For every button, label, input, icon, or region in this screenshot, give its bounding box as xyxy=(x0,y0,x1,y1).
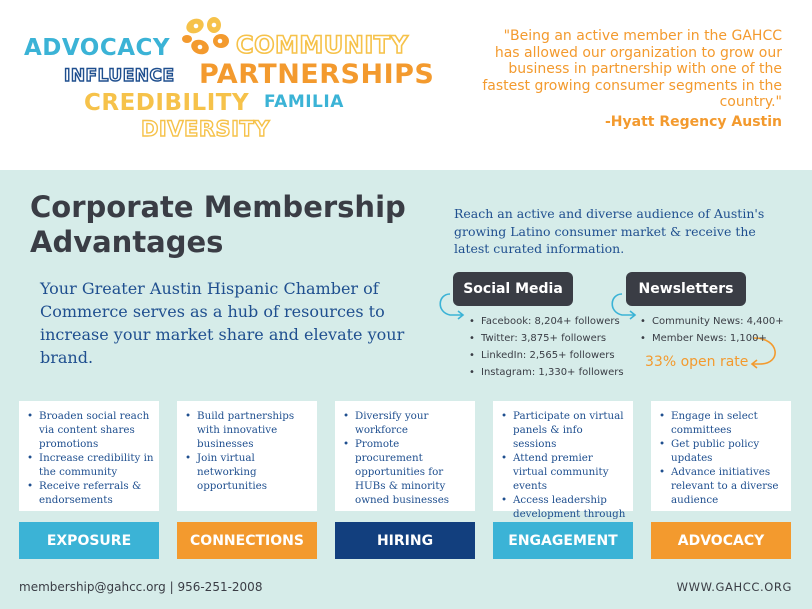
word-cloud-diversity: DIVERSITY xyxy=(141,117,270,141)
list-item: • Diversify your workforce xyxy=(341,409,470,437)
list-item: • Facebook: 8,204+ followers xyxy=(469,313,624,330)
word-cloud-community: COMMUNITY xyxy=(236,31,409,59)
list-item: • Increase credibility in the community xyxy=(25,451,154,479)
engagement-label: ENGAGEMENT xyxy=(493,522,633,559)
word-cloud-influence: INFLUENCE xyxy=(64,66,175,86)
hiring-label: HIRING xyxy=(335,522,475,559)
page-title: Corporate Membership Advantages xyxy=(30,190,406,259)
list-item: • Attend premier virtual community events xyxy=(499,451,628,493)
advocacy-label: ADVOCACY xyxy=(651,522,791,559)
header-section xyxy=(0,0,812,170)
curved-arrow-icon xyxy=(432,291,468,323)
testimonial-author: -Hyatt Regency Austin xyxy=(604,114,782,130)
list-item: • LinkedIn: 2,565+ followers xyxy=(469,347,624,364)
list-item: • Engage in select committees xyxy=(657,409,786,437)
list-item: • Get public policy updates xyxy=(657,437,786,465)
reach-text: Reach an active and diverse audience of Austin's growing Latino consumer market & receive the latest curated information. xyxy=(454,206,765,256)
connections-label: CONNECTIONS xyxy=(177,522,317,559)
social-media-stats xyxy=(469,313,624,381)
engagement-card xyxy=(493,401,633,520)
list-item: • Build partnerships with innovative businesses xyxy=(183,409,312,451)
flower-logo-icon xyxy=(180,14,232,62)
exposure-label: EXPOSURE xyxy=(19,522,159,559)
word-cloud-familia: FAMILIA xyxy=(264,92,344,112)
testimonial-quote: "Being an active member in the GAHCC has allowed our organization to grow our business in partnership with one of the fastest growing consumer segments in the country." xyxy=(482,28,782,110)
list-item: • Join virtual networking opportunities xyxy=(183,451,312,493)
hiring-card xyxy=(335,401,475,511)
list-item: • Member News: 1,100+ xyxy=(640,330,784,347)
social-media-label: Social Media xyxy=(453,272,573,306)
list-item: • Community News: 4,400+ xyxy=(640,313,784,330)
contact-info[interactable]: membership@gahcc.org | 956-251-2008 xyxy=(19,580,263,594)
connections-card xyxy=(177,401,317,511)
intro-text: Your Greater Austin Hispanic Chamber of Commerce serves as a hub of resources to increase your market share and elevate your brand. xyxy=(40,279,405,367)
newsletter-stats xyxy=(640,313,784,347)
list-item: • Participate on virtual panels & info sessions xyxy=(499,409,628,451)
list-item: • Receive referrals & endorsements xyxy=(25,479,154,507)
exposure-card xyxy=(19,401,159,511)
word-cloud-partnerships: PARTNERSHIPS xyxy=(199,59,435,90)
list-item: • Promote procurement opportunities for HUBs & minority owned businesses xyxy=(341,437,470,507)
list-item: • Twitter: 3,875+ followers xyxy=(469,330,624,347)
newsletters-label: Newsletters xyxy=(626,272,746,306)
list-item: • Access leadership development through xyxy=(499,493,628,535)
list-item: • Broaden social reach via content shares promotions xyxy=(25,409,154,451)
open-rate-text: 33% open rate xyxy=(645,354,749,370)
word-cloud-credibility: CREDIBILITY xyxy=(84,90,250,116)
advocacy-card xyxy=(651,401,791,511)
word-cloud-advocacy: ADVOCACY xyxy=(24,35,171,61)
website-link[interactable]: WWW.GAHCC.ORG xyxy=(676,580,792,594)
list-item: • Instagram: 1,330+ followers xyxy=(469,364,624,381)
list-item: • Advance initiatives relevant to a diverse audience xyxy=(657,465,786,507)
